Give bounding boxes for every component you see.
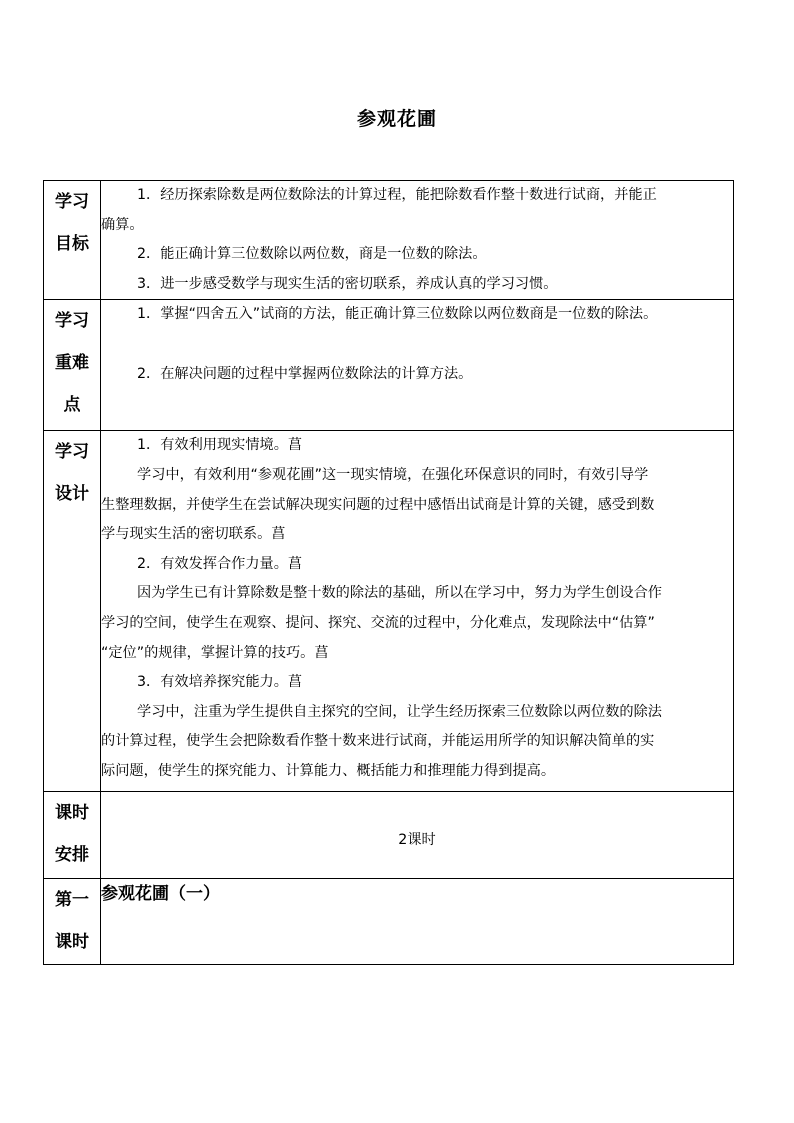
key-points-content: [101, 300, 734, 431]
row-header-line: 安排: [55, 845, 89, 866]
key-point-2: 2．在解决问题的过程中掌握两位数除法的计算方法。: [137, 365, 473, 382]
key-point-1: 1．掌握“四舍五入”试商的方法，能正确计算三位数除以两位数商是一位数的除法。: [137, 306, 658, 323]
design-item-1-text: 学习中，有效利用“参观花圃”这一现实情境，在强化环保意识的同时，有效引导学: [137, 466, 649, 483]
row-header-line: 目标: [55, 234, 89, 254]
design-item-2-text: “定位”的规律，掌握计算的技巧。菖: [101, 644, 329, 661]
goal-line-3: 3．进一步感受数学与现实生活的密切联系，养成认真的学习习惯。: [137, 275, 558, 292]
design-item-1-text: 生整理数据，并使学生在尝试解决现实问题的过程中感悟出试商是计算的关键，感受到数: [101, 496, 655, 513]
goal-line-2: 2．能正确计算三位数除以两位数，商是一位数的除法。: [137, 246, 487, 263]
row-header-learning-design: [44, 431, 101, 792]
row-header-learning-goals: [44, 181, 101, 300]
design-item-2-text: 学习的空间，使学生在观察、提问、探究、交流的过程中，分化难点，发现除法中“估算”: [101, 614, 655, 631]
row-header-key-points: [44, 300, 101, 431]
learning-goals-content: [101, 181, 734, 300]
design-item-3-text: 学习中，注重为学生提供自主探究的空间，让学生经历探索三位数除以两位数的除法: [137, 703, 662, 720]
table-row-learning-goals: [44, 181, 734, 300]
design-item-2-text: 因为学生已有计算除数是整十数的除法的基础，所以在学习中，努力为学生创设合作: [137, 585, 662, 602]
design-item-3-title: 3．有效培养探究能力。菖: [137, 674, 303, 691]
table-row-first-lesson: [44, 879, 734, 965]
page-title: 参观花圃: [356, 108, 437, 130]
design-item-1-text: 学与现实生活的密切联系。菖: [101, 526, 286, 543]
row-header-line: 课时: [55, 932, 89, 953]
design-item-2-title: 2．有效发挥合作力量。菖: [137, 555, 303, 572]
row-header-line: 设计: [55, 484, 89, 505]
row-header-line: 学习: [55, 192, 89, 212]
row-header-line: 重难: [55, 353, 89, 374]
table-row-learning-design: [44, 431, 734, 792]
row-header-line: 点: [63, 395, 81, 416]
first-lesson-title: 参观花圃（一）: [101, 879, 734, 965]
row-header-first-lesson: [44, 879, 101, 965]
design-item-3-text: 的计算过程，使学生会把除数看作整十数来进行试商，并能运用所学的知识解决简单的实: [101, 733, 655, 750]
lesson-plan-table: [43, 180, 734, 965]
schedule-value: 2课时: [101, 792, 734, 879]
row-header-schedule: [44, 792, 101, 879]
design-item-1-title: 1．有效利用现实情境。菖: [137, 437, 303, 454]
goal-line-1-cont: 确算。: [101, 216, 144, 233]
learning-design-content: [101, 431, 734, 792]
row-header-line: 第一: [55, 890, 89, 911]
goal-line-1: 1．经历探索除数是两位数除法的计算过程，能把除数看作整十数进行试商，并能正: [137, 187, 657, 203]
row-header-line: 课时: [55, 803, 89, 824]
table-row-key-points: [44, 300, 734, 431]
row-header-line: 学习: [55, 442, 89, 463]
row-header-line: 学习: [55, 311, 89, 332]
spacer: [101, 330, 733, 360]
design-item-3-text: 际问题，使学生的探究能力、计算能力、概括能力和推理能力得到提高。: [101, 762, 556, 779]
table-row-schedule: [44, 792, 734, 879]
